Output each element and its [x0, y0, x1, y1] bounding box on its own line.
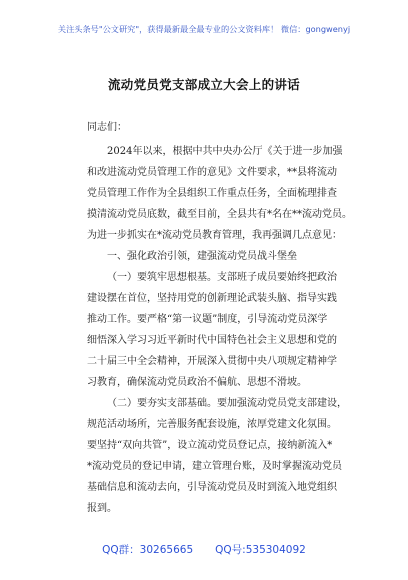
body-line: 摸清流动党员底数，截至目前，全县共有*名在**流动党员。: [87, 209, 352, 220]
body-line: （一）要筑牢思想根基。支部班子成员要始终把政治: [107, 272, 337, 283]
header-promo-note: 关注头条号"公文研究"，获得最新最全最专业的公文资料库！ 微信：gongwenyj: [57, 24, 351, 34]
body-line: 建设摆在首位，坚持用党的创新理论武装头脑、指导实践: [87, 293, 337, 304]
body-line: 二十届三中全会精神，开展深入贯彻中央八项规定精神学: [87, 356, 337, 367]
footer-contact: [0, 542, 408, 557]
body-line: 基础信息和流动去向，引导流动党员及时到流入地党组织: [87, 482, 337, 493]
body-line: 和改进流动党员管理工作的意见》文件要求，**县将流动: [87, 167, 337, 178]
footer-qq-group: QQ群：30265665: [102, 544, 194, 556]
footer-qq-number: QQ号:535304092: [215, 544, 306, 556]
body-line: 规范活动场所，完善服务配套设施，浓厚党建文化氛围。: [87, 419, 337, 430]
body-line: 2024年以来，根据中共中央办公厅《关于进一步加强: [107, 146, 343, 157]
body-line: 推动工作。要严格“第一议题”制度，引导流动党员深学: [87, 314, 328, 325]
body-line: 党员管理工作作为全县组织工作重点任务，全面梳理排查: [87, 188, 337, 199]
document-body: [87, 117, 352, 519]
body-line: 为进一步抓实在*流动党员教育管理，我再强调几点意见：: [87, 230, 342, 241]
section-heading: 一、强化政治引领，建强流动党员战斗堡垒: [107, 251, 297, 262]
salutation: 同志们：: [87, 122, 127, 133]
body-line: 习教育，确保流动党员政治不偏航、思想不滑坡。: [87, 377, 307, 388]
body-paragraphs: [87, 141, 352, 519]
body-line: 报到。: [87, 503, 117, 514]
body-line: 细悟深入学习习近平新时代中国特色社会主义思想和党的: [87, 335, 337, 346]
document-title: 流动党员党支部成立大会上的讲话: [107, 77, 300, 92]
body-line: 要坚持“双向共管”，设立流动党员登记点，接纳新流入*: [87, 440, 333, 451]
body-line: （二）要夯实支部基础。要加强流动党员党支部建设，: [107, 398, 347, 409]
body-line: *流动党员的登记申请，建立管理台账，及时掌握流动党员: [87, 461, 342, 472]
